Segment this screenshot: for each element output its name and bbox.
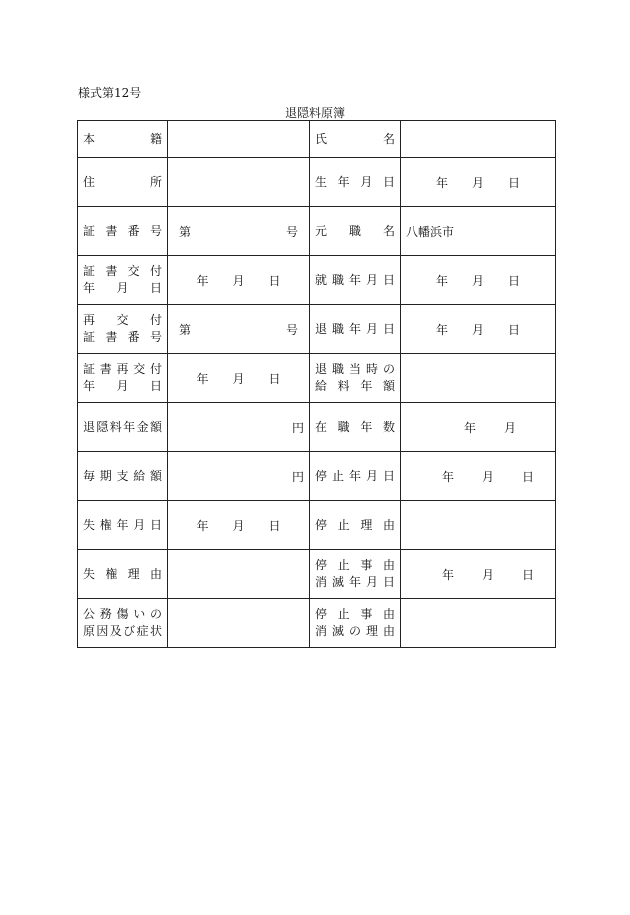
label-employment-date: 就 職 年 月 日 [310,256,401,305]
label-shimei: 氏 名 [310,121,401,158]
label-years-of-service: 在 職 年 数 [310,403,401,452]
field-forfeiture-reason[interactable] [168,550,310,599]
field-periodic-payment[interactable]: 円 [168,452,310,501]
field-reissue-number[interactable]: 第 号 [168,305,310,354]
row-reissue-number [78,305,556,354]
label-periodic-payment: 毎 期 支 給 額 [78,452,168,501]
row-certificate-number [78,207,556,256]
label-annual-pension: 退 隠 料 年 金 額 [78,403,168,452]
field-injury-cause[interactable] [168,599,310,648]
register-title: 退隠料原簿 [284,106,345,120]
field-former-position[interactable]: 八幡浜市 [401,207,556,256]
label-suspension-date: 停 止 年 月 日 [310,452,401,501]
field-employment-date[interactable]: 年 月 日 [401,256,556,305]
label-suspension-reason: 停 止 理 由 [310,501,401,550]
label-reissue-number: 再 交 付 証 書 番 号 [78,305,168,354]
label-certificate-number: 証 書 番 号 [78,207,168,256]
field-extinction-reason[interactable] [401,599,556,648]
label-forfeiture-reason: 失 権 理 由 [78,550,168,599]
label-forfeiture-date: 失 権 年 月 日 [78,501,168,550]
label-birthdate: 生 年 月 日 [310,158,401,207]
field-shimei[interactable] [401,121,556,158]
field-suspension-date[interactable]: 年 月 日 [401,452,556,501]
field-suspension-reason[interactable] [401,501,556,550]
row-jusho [78,158,556,207]
field-birthdate[interactable]: 年 月 日 [401,158,556,207]
label-former-position: 元 職 名 [310,207,401,256]
label-honseki: 本 籍 [78,121,168,158]
field-certificate-number[interactable]: 第 号 [168,207,310,256]
field-honseki[interactable] [168,121,310,158]
row-reissue-date [78,354,556,403]
label-retirement-date: 退 職 年 月 日 [310,305,401,354]
row-forfeiture-date [78,501,556,550]
row-annual-pension [78,403,556,452]
field-jusho[interactable] [168,158,310,207]
row-issue-date [78,256,556,305]
label-salary-at-retirement: 退 職 当 時 の 給 料 年 額 [310,354,401,403]
label-extinction-date: 停 止 事 由 消 滅 年 月 日 [310,550,401,599]
field-salary-at-retirement[interactable] [401,354,556,403]
field-annual-pension[interactable]: 円 [168,403,310,452]
label-issue-date: 証 書 交 付 年 月 日 [78,256,168,305]
field-years-of-service[interactable]: 年 月 [401,403,556,452]
field-forfeiture-date[interactable]: 年 月 日 [168,501,310,550]
form-number: 様式第12号 [78,86,142,100]
row-periodic-payment [78,452,556,501]
label-extinction-reason: 停 止 事 由 消 滅 の 理 由 [310,599,401,648]
field-extinction-date[interactable]: 年 月 日 [401,550,556,599]
row-injury-cause [78,599,556,648]
row-honseki [78,121,556,158]
row-forfeiture-reason [78,550,556,599]
retirement-pension-register-table [77,120,556,648]
field-issue-date[interactable]: 年 月 日 [168,256,310,305]
field-retirement-date[interactable]: 年 月 日 [401,305,556,354]
label-injury-cause: 公 務 傷 い の 原 因 及 び 症 状 [78,599,168,648]
label-reissue-date: 証 書 再 交 付 年 月 日 [78,354,168,403]
field-reissue-date[interactable]: 年 月 日 [168,354,310,403]
label-jusho: 住 所 [78,158,168,207]
